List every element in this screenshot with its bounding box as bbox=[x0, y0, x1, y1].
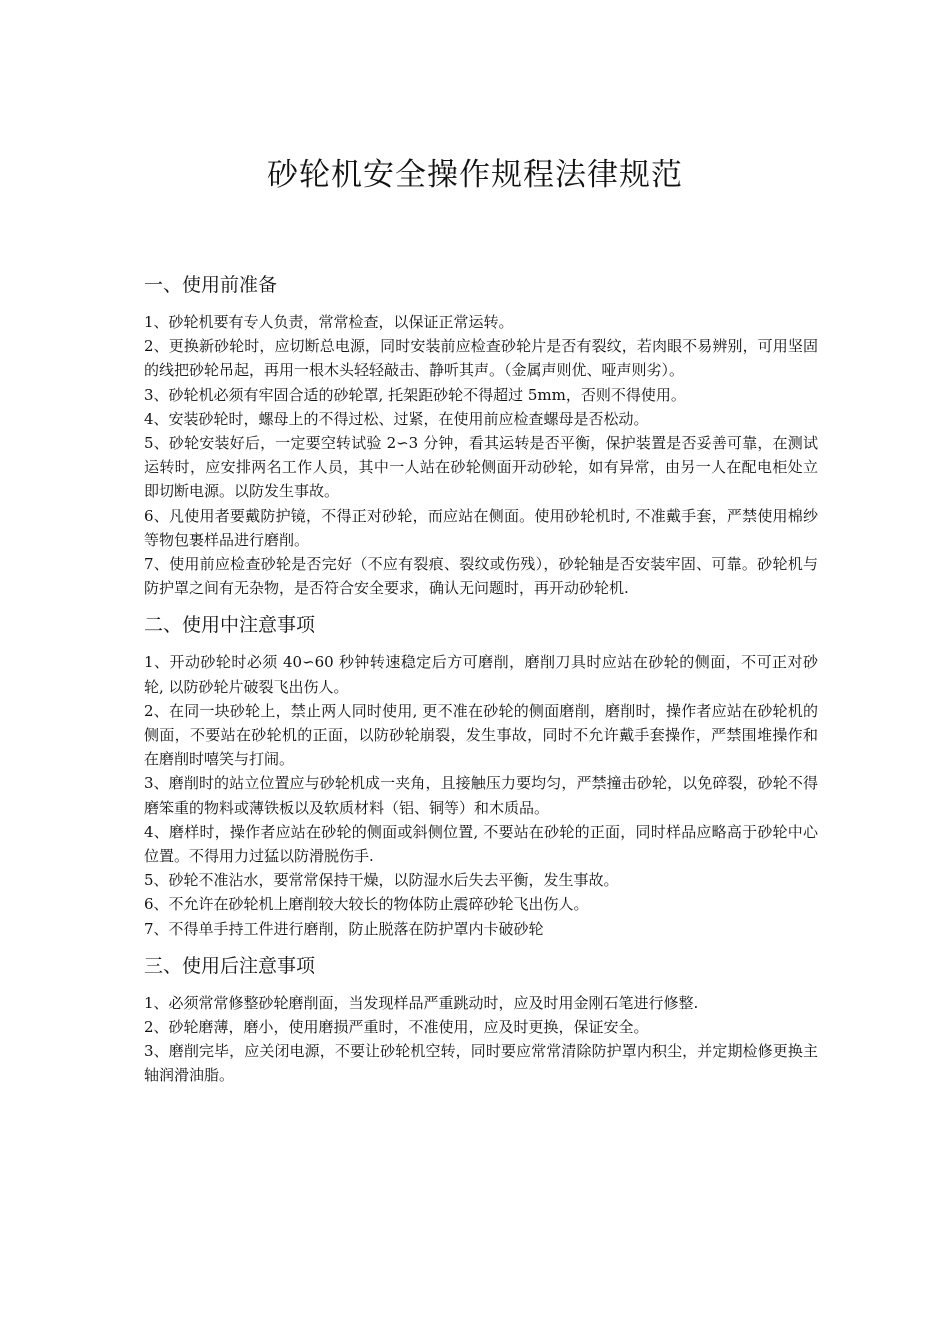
list-item: 3、磨削时的站立位置应与砂轮机成一夹角，且接触压力要均匀，严禁撞击砂轮，以免碎裂，砂轮不得磨笨重的物料或薄铁板以及软质材料（铝、铜等）和木质品。 bbox=[144, 774, 818, 817]
list-item: 2、砂轮磨薄，磨小，使用磨损严重时，不准使用，应及时更换，保证安全。 bbox=[144, 1018, 649, 1037]
section-heading: 二、使用中注意事项 bbox=[144, 614, 316, 637]
section-after-use bbox=[144, 951, 818, 1088]
list-item: 6、不允许在砂轮机上磨削较大较长的物体防止震碎砂轮飞出伤人。 bbox=[144, 895, 589, 914]
list-item: 3、磨削完毕，应关闭电源，不要让砂轮机空转，同时要应常常清除防护罩内积尘，并定期检修更换主轴润滑油脂。 bbox=[144, 1042, 818, 1085]
section-heading: 一、使用前准备 bbox=[144, 274, 278, 296]
list-item: 4、磨样时，操作者应站在砂轮的侧面或斜侧位置, 不要站在砂轮的正面，同时样品应略高于砂轮中心位置。不得用力过猛以防滑脱伤手. bbox=[144, 822, 818, 866]
list-item: 2、在同一块砂轮上，禁止两人同时使用, 更不准在砂轮的侧面磨削，磨削时，操作者应站在砂轮机的侧面，不要站在砂轮机的正面，以防砂轮崩裂，发生事故，同时不允许戴手套操作，严禁围堆操作和在磨削时嘻笑与打闹。 bbox=[144, 701, 818, 769]
list-item: 3、砂轮机必须有牢固合适的砂轮罩, 托架距砂轮不得超过 5mm，否则不得使用。 bbox=[144, 385, 686, 404]
list-item: 5、砂轮不准沾水，要常常保持干燥，以防湿水后失去平衡，发生事故。 bbox=[144, 871, 619, 890]
list-item: 4、安装砂轮时，螺母上的不得过松、过紧，在使用前应检查螺母是否松动。 bbox=[144, 409, 649, 428]
list-item: 2、更换新砂轮时，应切断总电源，同时安装前应检查砂轮片是否有裂纹，若肉眼不易辨别，可用坚固的线把砂轮吊起，再用一根木头轻轻敲击、静听其声。（金属声则优、哑声则劣）。 bbox=[144, 337, 818, 380]
list-item: 7、使用前应检查砂轮是否完好（不应有裂痕、裂纹或伤残），砂轮轴是否安装牢固、可靠。砂轮机与防护罩之间有无杂物，是否符合安全要求，确认无问题时，再开动砂轮机. bbox=[144, 555, 818, 598]
list-item: 1、开动砂轮时必须 40∽60 秒钟转速稳定后方可磨削，磨削刀具时应站在砂轮的侧面，不可正对砂轮, 以防砂轮片破裂飞出伤人。 bbox=[144, 653, 818, 696]
list-item: 7、不得单手持工件进行磨削，防止脱落在防护罩内卡破砂轮 bbox=[144, 919, 544, 938]
list-item: 6、凡使用者要戴防护镜，不得正对砂轮，而应站在侧面。使用砂轮机时, 不准戴手套，严禁使用棉纱等物包裹样品进行磨削。 bbox=[144, 506, 818, 549]
document-body bbox=[144, 270, 818, 1098]
section-before-use bbox=[144, 270, 818, 600]
list-item: 1、必须常常修整砂轮磨削面，当发现样品严重跳动时，应及时用金刚石笔进行修整. bbox=[144, 993, 699, 1012]
section-heading: 三、使用后注意事项 bbox=[144, 954, 316, 977]
list-item: 5、砂轮安装好后，一定要空转试验 2∽3 分钟，看其运转是否平衡，保护装置是否妥善可靠，在测试运转时，应安排两名工作人员，其中一人站在砂轮侧面开动砂轮，如有异常，由另一人在配电柜处立即切断电源。以防发生事故。 bbox=[144, 434, 818, 501]
section-during-use bbox=[144, 610, 818, 940]
document-title: 砂轮机安全操作规程法律规范 bbox=[267, 157, 683, 193]
list-item: 1、砂轮机要有专人负责，常常检查，以保证正常运转。 bbox=[144, 313, 514, 331]
